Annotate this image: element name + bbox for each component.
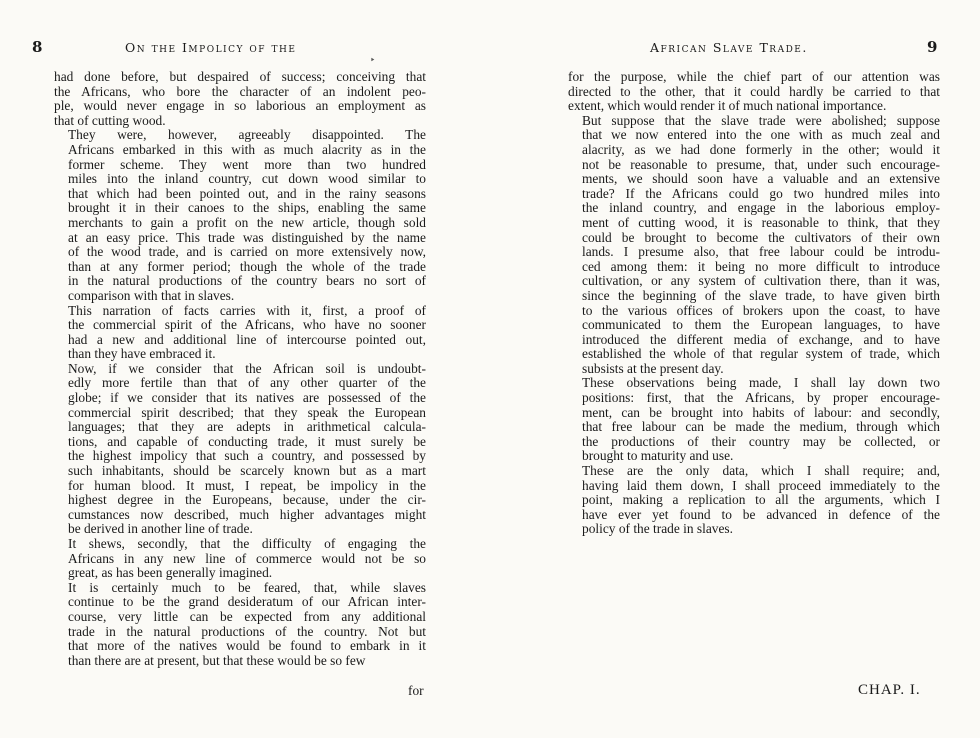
- text-line: that which had been pointed out, and in the rainy seasons: [68, 186, 426, 201]
- text-line: brought to maturity and use.: [582, 449, 734, 464]
- text-line: ced among them: it being no more difficult to introduce: [582, 259, 940, 274]
- paragraph: [54, 304, 426, 362]
- text-line: that more of the natives would be found to embark in it: [68, 639, 426, 654]
- catchword-left: for: [408, 683, 424, 698]
- printer-mark: ‣: [370, 56, 376, 66]
- page-number-left: 8: [32, 38, 43, 56]
- text-line: These are the only data, which I shall require; and,: [582, 464, 940, 479]
- text-line: languages; that they are adepts in arithmetical calcula-: [68, 420, 426, 435]
- text-line: trade? If the Africans could go two hundred miles into: [582, 186, 940, 201]
- text-line: policy of the trade in slaves.: [582, 522, 733, 537]
- text-line: edly more fertile than that of any other quarter of the: [68, 376, 426, 391]
- text-line: could be brought to become the cultivators of their own: [582, 230, 940, 245]
- text-line: had done before, but despaired of success; conceiving that: [54, 70, 426, 84]
- text-line: the commercial spirit of the Africans, who have no sooner: [68, 318, 426, 333]
- text-line: than there are at present, but that these would be so few: [68, 653, 366, 668]
- text-line: globe; if we consider that its natives are possessed of the: [68, 391, 426, 406]
- text-line: in the natural productions of the country bears no sort of: [68, 274, 426, 289]
- running-head-left: On the Impolicy of the: [125, 40, 297, 55]
- paragraph: [54, 362, 426, 537]
- text-line: These observations being made, I shall lay down two: [582, 376, 940, 391]
- text-line: the highest impolicy that such a country, and possessed by: [68, 449, 426, 464]
- page-number-right: 9: [927, 38, 938, 56]
- paragraph: [54, 581, 426, 669]
- text-line: had a new and additional line of intercourse pointed out,: [68, 332, 426, 347]
- text-line: merchants to gain a profit on the new article, though sold: [68, 215, 426, 230]
- text-line: comparison with that in slaves.: [68, 288, 235, 303]
- text-line: that of cutting wood.: [54, 113, 166, 128]
- text-line: Africans embarked in this with as much alacrity as in the: [68, 142, 426, 157]
- text-line: that free labour can be made the medium, through which: [582, 420, 940, 435]
- text-line: subsists at the present day.: [582, 361, 724, 376]
- right-page-text: [568, 70, 940, 537]
- running-head-right: African Slave Trade.: [650, 40, 808, 55]
- text-line: since the beginning of the slave trade, to have given birth: [582, 288, 940, 303]
- text-line: It shews, secondly, that the difficulty of engaging the: [68, 537, 426, 551]
- text-line: ple, would never engage in so laborious an employment as: [54, 99, 426, 114]
- text-line: continue to be the grand desideratum of our African inter-: [68, 595, 426, 610]
- text-line: than they have embraced it.: [68, 347, 216, 362]
- text-line: alacrity, as we had done formerly in the other; would it: [582, 142, 940, 157]
- paragraph: [568, 376, 940, 464]
- text-line: This narration of facts carries with it, first, a proof of: [68, 303, 426, 318]
- text-line: be derived in another line of trade.: [68, 522, 253, 537]
- text-line: They were, however, agreeably disappointed. The: [68, 128, 426, 143]
- text-line: the inland country, and engage in the laborious employ-: [582, 201, 940, 216]
- paragraph: [54, 537, 426, 581]
- text-line: for human blood. It must, I repeat, be impolicy in the: [68, 478, 426, 493]
- text-line: the productions of their country may be collected, or: [582, 434, 940, 449]
- text-line: cumstances now described, much higher advantages might: [68, 507, 426, 522]
- left-page-text: [54, 70, 426, 668]
- catchword-right: CHAP. I.: [858, 682, 921, 698]
- text-line: tions, and capable of conducting trade, it must surely be: [68, 434, 426, 449]
- text-line: directed to the other, that it could hardly be carried to that: [568, 84, 940, 99]
- text-line: point, making a replication to all the arguments, which I: [582, 493, 940, 508]
- text-line: such inhabitants, should be scarcely known but as a mart: [68, 464, 426, 479]
- text-line: have ever yet found to be advanced in defence of the: [582, 507, 940, 522]
- right-page: [490, 0, 980, 738]
- paragraph: [568, 70, 940, 114]
- text-line: lands. I presume also, that free labour could be introdu-: [582, 245, 940, 260]
- text-line: commercial spirit described; that they speak the European: [68, 405, 426, 420]
- text-line: former scheme. They went more than two hundred: [68, 157, 426, 172]
- text-line: great, as has been generally imagined.: [68, 566, 273, 581]
- text-line: course, very little can be expected from any additional: [68, 609, 426, 624]
- paragraph: [568, 114, 940, 377]
- text-line: not be reasonable to presume, that, under such encourage-: [582, 157, 940, 172]
- text-line: But suppose that the slave trade were abolished; suppose: [582, 113, 940, 128]
- text-line: It is certainly much to be feared, that, while slaves: [68, 580, 426, 595]
- text-line: for the purpose, while the chief part of our attention was: [568, 70, 940, 84]
- text-line: the Africans, who bore the character of an indolent peo-: [54, 84, 426, 99]
- text-line: positions: first, that the Africans, by proper encourage-: [582, 391, 940, 406]
- paragraph: [568, 464, 940, 537]
- text-line: extent, which would render it of much national importance.: [568, 99, 887, 114]
- text-line: that we now entered into the one with as much zeal and: [582, 128, 940, 143]
- text-line: introduced the different media of exchange, and to have: [582, 332, 940, 347]
- text-line: trade in the natural productions of the country. Not but: [68, 624, 426, 639]
- text-line: of the wood trade, and is carried on more extensively now,: [68, 245, 426, 260]
- text-line: communicated to them the European languages, to have: [582, 318, 940, 333]
- text-line: ment, can be brought into habits of labour: and secondly,: [582, 405, 940, 420]
- text-line: cultivation, or any system of cultivation there, than it was,: [582, 274, 940, 289]
- text-line: having laid them down, I shall proceed immediately to the: [582, 478, 940, 493]
- text-line: at an easy price. This trade was distinguished by the name: [68, 230, 426, 245]
- text-line: established the whole of that regular system of trade, which: [582, 347, 940, 362]
- text-line: highest degree in the Europeans, because, under the cir-: [68, 493, 426, 508]
- text-line: to the various offices of brokers upon the coast, to have: [582, 303, 940, 318]
- paragraph: [54, 128, 426, 303]
- text-line: ment of cutting wood, it is reasonable to think, that they: [582, 215, 940, 230]
- text-line: Now, if we consider that the African soil is undoubt-: [68, 361, 426, 376]
- text-line: than at any former period; though the whole of the trade: [68, 259, 426, 274]
- text-line: ments, we should soon have a valuable and an extensive: [582, 172, 940, 187]
- text-line: Africans in any new line of commerce would not be so: [68, 551, 426, 566]
- text-line: miles into the inland country, cut down wood similar to: [68, 172, 426, 187]
- text-line: brought it in their canoes to the ships, enabling the same: [68, 201, 426, 216]
- paragraph: [54, 70, 426, 128]
